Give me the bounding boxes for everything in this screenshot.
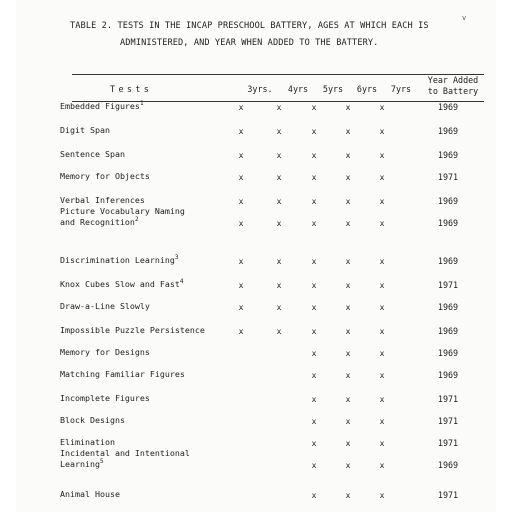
age-mark: x bbox=[379, 103, 385, 112]
age-mark: x bbox=[311, 461, 317, 470]
age-mark: x bbox=[379, 491, 385, 500]
age-mark: x bbox=[238, 327, 244, 336]
year-added: 1969 bbox=[437, 326, 459, 336]
age-mark: x bbox=[345, 257, 351, 266]
age-mark: x bbox=[238, 103, 244, 112]
age-mark: x bbox=[345, 303, 351, 312]
column-header-age-3: 3yrs. bbox=[247, 84, 273, 94]
year-added: 1969 bbox=[437, 196, 459, 206]
year-added: 1971 bbox=[437, 416, 459, 426]
age-mark: x bbox=[345, 173, 351, 182]
test-name-cell bbox=[60, 125, 230, 137]
table-row bbox=[16, 340, 496, 362]
age-mark: x bbox=[276, 303, 282, 312]
age-mark: x bbox=[379, 327, 385, 336]
footnote-marker: 1 bbox=[139, 100, 144, 107]
title-line-2: ADMINISTERED, AND YEAR WHEN ADDED TO THE BATTERY. bbox=[120, 38, 379, 48]
age-mark: x bbox=[311, 327, 317, 336]
test-name: Incomplete Figures bbox=[60, 393, 150, 403]
table-row bbox=[16, 196, 496, 232]
test-name-cell bbox=[60, 415, 230, 427]
document-page bbox=[16, 0, 496, 512]
age-mark: x bbox=[379, 173, 385, 182]
year-header-line-2: to Battery bbox=[427, 86, 479, 96]
test-name-cell bbox=[60, 325, 230, 337]
table-row bbox=[16, 386, 496, 408]
age-mark: x bbox=[311, 349, 317, 358]
table-row bbox=[16, 164, 496, 186]
test-name: Picture Vocabulary Naming and Recognition bbox=[60, 206, 185, 227]
year-added: 1969 bbox=[437, 302, 459, 312]
age-mark: x bbox=[379, 281, 385, 290]
age-mark: x bbox=[276, 151, 282, 160]
age-mark: x bbox=[276, 281, 282, 290]
test-name-cell bbox=[60, 255, 230, 267]
age-mark: x bbox=[345, 219, 351, 228]
age-mark: x bbox=[379, 151, 385, 160]
year-added: 1971 bbox=[437, 394, 459, 404]
age-mark: x bbox=[311, 303, 317, 312]
year-added: 1971 bbox=[437, 438, 459, 448]
age-mark: x bbox=[379, 197, 385, 206]
age-mark: x bbox=[345, 395, 351, 404]
test-name: Discrimination Learning bbox=[60, 255, 175, 265]
age-mark: x bbox=[311, 491, 317, 500]
test-name: Memory for Objects bbox=[60, 171, 150, 181]
column-header-age-7: 7yrs bbox=[390, 84, 412, 94]
age-mark: x bbox=[379, 461, 385, 470]
year-added: 1969 bbox=[437, 126, 459, 136]
test-name-cell bbox=[60, 279, 230, 291]
test-name: Matching Familiar Figures bbox=[60, 369, 185, 379]
test-name-cell bbox=[60, 347, 230, 359]
year-header-line-1: Year Added bbox=[427, 75, 479, 85]
age-mark: x bbox=[379, 395, 385, 404]
age-mark: x bbox=[238, 127, 244, 136]
year-added: 1969 bbox=[437, 370, 459, 380]
column-header-age-6: 6yrs bbox=[356, 84, 378, 94]
test-name: Memory for Designs bbox=[60, 347, 150, 357]
age-mark: x bbox=[238, 173, 244, 182]
age-mark: x bbox=[276, 103, 282, 112]
age-mark: x bbox=[238, 257, 244, 266]
test-name: Impossible Puzzle Persistence bbox=[60, 325, 205, 335]
age-mark: x bbox=[311, 219, 317, 228]
age-mark: x bbox=[311, 371, 317, 380]
table-row bbox=[16, 248, 496, 270]
age-mark: x bbox=[238, 303, 244, 312]
table-row bbox=[16, 272, 496, 294]
year-added: 1971 bbox=[437, 172, 459, 182]
age-mark: x bbox=[276, 257, 282, 266]
age-mark: x bbox=[345, 439, 351, 448]
age-mark: x bbox=[238, 197, 244, 206]
test-name: Draw-a-Line Slowly bbox=[60, 301, 150, 311]
test-name-cell bbox=[60, 393, 230, 405]
column-header-age-4: 4yrs bbox=[287, 84, 309, 94]
test-name: Block Designs bbox=[60, 415, 125, 425]
test-name: Knox Cubes Slow and Fast bbox=[60, 279, 180, 289]
table-row bbox=[16, 362, 496, 384]
footnote-marker: 5 bbox=[99, 458, 104, 465]
age-mark: x bbox=[311, 439, 317, 448]
test-name-cell bbox=[60, 149, 230, 161]
table-row bbox=[16, 318, 496, 340]
column-header-age-5: 5yrs bbox=[322, 84, 344, 94]
age-mark: x bbox=[345, 197, 351, 206]
age-mark: x bbox=[379, 303, 385, 312]
test-name-cell bbox=[60, 369, 230, 381]
footnote-marker: 4 bbox=[179, 278, 184, 285]
age-mark: x bbox=[345, 151, 351, 160]
test-name: Incidental and Intentional Learning bbox=[60, 448, 190, 469]
age-mark: x bbox=[345, 103, 351, 112]
age-mark: x bbox=[379, 439, 385, 448]
year-added: 1969 bbox=[437, 348, 459, 358]
test-name-cell bbox=[60, 206, 230, 229]
age-mark: x bbox=[379, 127, 385, 136]
test-name: Elimination bbox=[60, 437, 115, 447]
test-name: Animal House bbox=[60, 489, 120, 499]
age-mark: x bbox=[311, 417, 317, 426]
test-name: Digit Span bbox=[60, 125, 110, 135]
age-mark: x bbox=[311, 173, 317, 182]
age-mark: x bbox=[379, 257, 385, 266]
age-mark: x bbox=[379, 219, 385, 228]
age-mark: x bbox=[379, 349, 385, 358]
year-added: 1969 bbox=[437, 256, 459, 266]
year-added: 1969 bbox=[437, 218, 459, 228]
age-mark: x bbox=[345, 417, 351, 426]
age-mark: x bbox=[276, 219, 282, 228]
test-name: Sentence Span bbox=[60, 149, 125, 159]
age-mark: x bbox=[345, 461, 351, 470]
year-added: 1969 bbox=[437, 102, 459, 112]
age-mark: x bbox=[311, 257, 317, 266]
age-mark: x bbox=[311, 103, 317, 112]
year-added: 1971 bbox=[437, 490, 459, 500]
table-row bbox=[16, 118, 496, 140]
test-name-cell bbox=[60, 101, 230, 113]
test-name-cell bbox=[60, 448, 230, 471]
test-name-cell bbox=[60, 301, 230, 313]
age-mark: x bbox=[345, 127, 351, 136]
age-mark: x bbox=[238, 219, 244, 228]
corner-mark: v bbox=[462, 14, 467, 22]
test-name-cell bbox=[60, 489, 230, 501]
age-mark: x bbox=[311, 395, 317, 404]
year-added: 1969 bbox=[437, 150, 459, 160]
age-mark: x bbox=[379, 371, 385, 380]
table-row bbox=[16, 142, 496, 164]
age-mark: x bbox=[379, 417, 385, 426]
age-mark: x bbox=[311, 151, 317, 160]
age-mark: x bbox=[311, 197, 317, 206]
table-row bbox=[16, 408, 496, 430]
test-name: Verbal Inferences bbox=[60, 195, 145, 205]
age-mark: x bbox=[238, 281, 244, 290]
year-added: 1971 bbox=[437, 280, 459, 290]
year-added: 1969 bbox=[437, 460, 459, 470]
age-mark: x bbox=[345, 371, 351, 380]
age-mark: x bbox=[276, 127, 282, 136]
test-name-cell bbox=[60, 171, 230, 183]
column-header-tests: Tests bbox=[110, 84, 153, 94]
table-row bbox=[16, 482, 496, 504]
table-row bbox=[16, 294, 496, 316]
table-row bbox=[16, 94, 496, 116]
footnote-marker: 2 bbox=[134, 216, 139, 223]
age-mark: x bbox=[345, 327, 351, 336]
age-mark: x bbox=[345, 349, 351, 358]
age-mark: x bbox=[311, 127, 317, 136]
age-mark: x bbox=[276, 173, 282, 182]
age-mark: x bbox=[238, 151, 244, 160]
footnote-marker: 3 bbox=[174, 254, 179, 261]
age-mark: x bbox=[345, 491, 351, 500]
table-title bbox=[70, 18, 490, 52]
test-name: Embedded Figures bbox=[60, 101, 140, 111]
title-line-1: TABLE 2. TESTS IN THE INCAP PRESCHOOL BATTERY, AGES AT WHICH EACH IS bbox=[70, 21, 429, 31]
age-mark: x bbox=[276, 327, 282, 336]
age-mark: x bbox=[345, 281, 351, 290]
age-mark: x bbox=[311, 281, 317, 290]
table-row bbox=[16, 438, 496, 474]
age-mark: x bbox=[276, 197, 282, 206]
